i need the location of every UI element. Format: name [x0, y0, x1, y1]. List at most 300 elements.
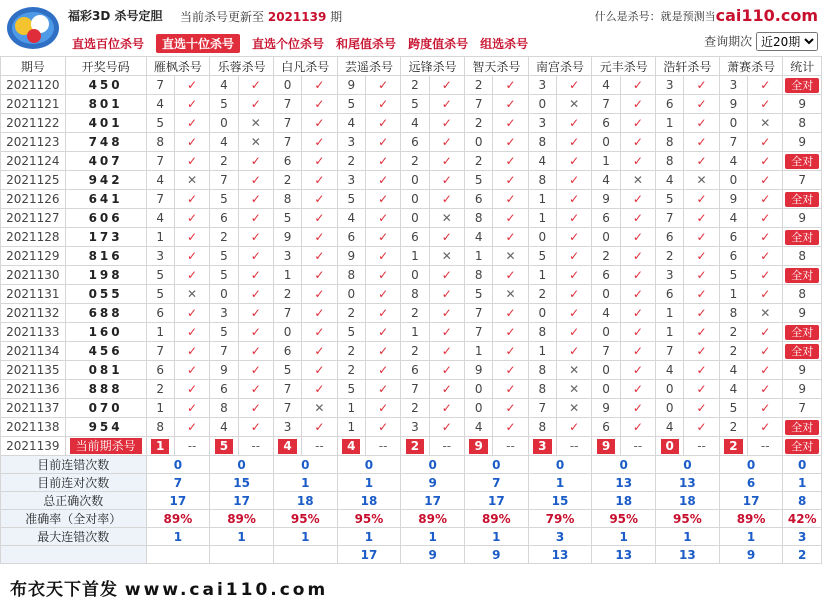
issue-info [180, 8, 342, 25]
current-kill-cell [273, 437, 301, 456]
check-icon: ✓ [365, 266, 400, 285]
table-row [1, 95, 822, 114]
kill-number: 9 [273, 228, 301, 247]
table-row [1, 228, 822, 247]
check-icon: ✓ [556, 323, 591, 342]
stat-value: 0 [592, 456, 656, 474]
check-icon: ✓ [620, 114, 655, 133]
check-icon: ✓ [556, 190, 591, 209]
kill-number: 8 [528, 171, 556, 190]
current-kill-number: 3 [533, 439, 551, 454]
table-row [1, 114, 822, 133]
check-icon: ✓ [493, 95, 528, 114]
check-icon: ✓ [365, 247, 400, 266]
check-icon: ✓ [620, 361, 655, 380]
draw-number: 888 [88, 382, 123, 396]
check-icon: ✓ [238, 361, 273, 380]
kill-number: 2 [464, 114, 492, 133]
kill-number: 8 [464, 209, 492, 228]
tab-5[interactable]: 跨度值杀号 [408, 37, 469, 51]
check-icon: ✓ [429, 323, 464, 342]
kill-number: 1 [528, 342, 556, 361]
kill-number: 2 [401, 304, 429, 323]
kill-number: 7 [528, 399, 556, 418]
kill-number: 8 [656, 133, 684, 152]
current-kill-cell [528, 437, 556, 456]
tab-2[interactable]: 直选十位杀号 [156, 34, 240, 53]
check-icon: ✓ [365, 342, 400, 361]
stat-value: 0 [464, 456, 528, 474]
kill-number: 0 [464, 399, 492, 418]
kill-number: 7 [273, 399, 301, 418]
kill-number: 0 [464, 380, 492, 399]
stat-value: 1 [210, 528, 274, 546]
check-icon: ✓ [365, 399, 400, 418]
draw-number-cell [65, 266, 146, 285]
check-icon: ✓ [493, 266, 528, 285]
kill-number: 7 [273, 304, 301, 323]
check-icon: ✓ [365, 304, 400, 323]
cross-icon: ✕ [429, 247, 464, 266]
check-icon: ✓ [748, 285, 783, 304]
kill-number: 2 [273, 285, 301, 304]
issue-cell: 2021122 [1, 114, 66, 133]
kill-number: 2 [464, 152, 492, 171]
kill-number: 8 [719, 304, 747, 323]
current-kill-number: 9 [469, 439, 487, 454]
stat-cell [783, 133, 822, 152]
current-kill-number: 4 [342, 439, 360, 454]
check-icon: ✓ [174, 361, 209, 380]
period-select[interactable] [756, 32, 818, 51]
kill-number: 6 [273, 152, 301, 171]
check-icon: ✓ [493, 304, 528, 323]
draw-number: 456 [88, 344, 123, 358]
draw-number: 173 [88, 230, 123, 244]
check-icon: ✓ [748, 361, 783, 380]
check-icon: ✓ [620, 266, 655, 285]
check-icon: ✓ [684, 209, 719, 228]
kill-number: 5 [401, 95, 429, 114]
kill-number: 6 [273, 342, 301, 361]
kill-number: 0 [719, 171, 747, 190]
kill-number: 4 [719, 209, 747, 228]
check-icon: ✓ [302, 323, 337, 342]
current-kill-button[interactable]: 当前期杀号 [70, 438, 142, 454]
check-icon: ✓ [238, 266, 273, 285]
stat-label: 最大连错次数 [1, 528, 147, 546]
issue-cell: 2021133 [1, 323, 66, 342]
kill-number: 8 [528, 418, 556, 437]
stat-value: 1 [337, 528, 401, 546]
check-icon: ✓ [302, 285, 337, 304]
stat-value: 15 [210, 474, 274, 492]
column-header: 远锋杀号 [401, 57, 465, 76]
check-icon: ✓ [556, 342, 591, 361]
check-icon: ✓ [302, 133, 337, 152]
stat-value [210, 546, 274, 564]
current-issue-cell: 2021139 [1, 437, 66, 456]
hit-count: 9 [798, 306, 807, 320]
check-icon: ✓ [238, 418, 273, 437]
stat-value: 17 [464, 492, 528, 510]
cross-icon: ✕ [238, 133, 273, 152]
pending-marker: -- [556, 437, 591, 456]
stat-value: 9 [401, 546, 465, 564]
kill-number: 2 [210, 228, 238, 247]
check-icon: ✓ [429, 361, 464, 380]
check-icon: ✓ [365, 171, 400, 190]
kill-number: 1 [464, 342, 492, 361]
kill-number: 0 [528, 228, 556, 247]
draw-number-cell [65, 323, 146, 342]
stat-row [1, 492, 822, 510]
issue-cell: 2021120 [1, 76, 66, 95]
kill-number: 6 [656, 95, 684, 114]
draw-number: 748 [88, 135, 123, 149]
table-row [1, 323, 822, 342]
kill-number: 4 [719, 380, 747, 399]
kill-number: 4 [210, 133, 238, 152]
table-row [1, 76, 822, 95]
check-icon: ✓ [174, 399, 209, 418]
check-icon: ✓ [429, 133, 464, 152]
kill-number: 7 [401, 380, 429, 399]
kill-number: 5 [337, 190, 365, 209]
kill-number: 1 [464, 247, 492, 266]
check-icon: ✓ [365, 209, 400, 228]
tab-3[interactable]: 直选个位杀号 [252, 37, 325, 51]
check-icon: ✓ [684, 323, 719, 342]
footer-url: www.cai110.com [124, 580, 329, 600]
check-icon: ✓ [302, 266, 337, 285]
pending-marker: -- [684, 437, 719, 456]
all-correct-badge: 全对 [785, 344, 819, 359]
kill-number: 8 [210, 399, 238, 418]
stat-value: 3 [528, 528, 592, 546]
check-icon: ✓ [174, 247, 209, 266]
table-header [1, 57, 822, 76]
stat-value: 15 [528, 492, 592, 510]
kill-number: 9 [719, 95, 747, 114]
stat-value: 1 [146, 528, 210, 546]
stat-value: 17 [719, 492, 783, 510]
kill-number: 0 [528, 95, 556, 114]
stat-cell [783, 418, 822, 437]
kill-number: 2 [656, 247, 684, 266]
table-row [1, 171, 822, 190]
kill-number: 9 [337, 76, 365, 95]
kill-number: 5 [719, 266, 747, 285]
stat-value: 1 [719, 528, 783, 546]
question-link[interactable] [595, 6, 818, 25]
all-correct-badge: 全对 [785, 78, 819, 93]
check-icon: ✓ [174, 323, 209, 342]
check-icon: ✓ [302, 304, 337, 323]
stat-row [1, 456, 822, 474]
current-kill-cell [146, 437, 174, 456]
stat-cell [783, 190, 822, 209]
current-kill-number: 0 [661, 439, 679, 454]
footer-watermark [6, 574, 332, 601]
kill-number: 3 [656, 76, 684, 95]
check-icon: ✓ [174, 76, 209, 95]
kill-number: 6 [592, 266, 620, 285]
stat-value: 13 [592, 474, 656, 492]
draw-number: 816 [88, 249, 123, 263]
cross-icon: ✕ [556, 361, 591, 380]
kill-number: 0 [401, 266, 429, 285]
stat-cell [783, 247, 822, 266]
kill-number: 4 [656, 171, 684, 190]
pending-marker: -- [429, 437, 464, 456]
kill-number: 6 [401, 228, 429, 247]
check-icon: ✓ [493, 209, 528, 228]
kill-number: 5 [210, 247, 238, 266]
kill-number: 3 [273, 247, 301, 266]
kill-number: 2 [719, 418, 747, 437]
check-icon: ✓ [365, 323, 400, 342]
kill-number: 6 [464, 190, 492, 209]
tab-6[interactable]: 组选杀号 [480, 37, 529, 51]
current-stat-cell [783, 437, 822, 456]
stat-label: 总正确次数 [1, 492, 147, 510]
current-kill-cell [401, 437, 429, 456]
kill-number: 2 [719, 323, 747, 342]
kill-number: 8 [528, 133, 556, 152]
check-icon: ✓ [620, 247, 655, 266]
stat-value: 1 [783, 474, 822, 492]
kill-number: 2 [210, 152, 238, 171]
check-icon: ✓ [302, 342, 337, 361]
kill-number: 4 [337, 114, 365, 133]
check-icon: ✓ [238, 171, 273, 190]
kill-number: 2 [401, 399, 429, 418]
draw-number-cell [65, 190, 146, 209]
kill-number: 6 [401, 361, 429, 380]
kill-number: 6 [337, 228, 365, 247]
check-icon: ✓ [748, 323, 783, 342]
check-icon: ✓ [302, 76, 337, 95]
current-row [1, 437, 822, 456]
kill-number: 7 [464, 304, 492, 323]
column-header: 萧赛杀号 [719, 57, 783, 76]
stat-value: 7 [464, 474, 528, 492]
kill-number: 7 [273, 380, 301, 399]
hit-count: 7 [798, 401, 807, 415]
draw-number-cell [65, 95, 146, 114]
check-icon: ✓ [302, 418, 337, 437]
check-icon: ✓ [174, 95, 209, 114]
stat-value: 0 [719, 456, 783, 474]
kill-number: 9 [210, 361, 238, 380]
draw-number: 954 [88, 420, 123, 434]
kill-number: 8 [656, 152, 684, 171]
kill-number: 2 [337, 342, 365, 361]
stat-value: 1 [401, 528, 465, 546]
kill-number: 4 [592, 304, 620, 323]
kill-number: 8 [528, 323, 556, 342]
kill-number: 4 [401, 114, 429, 133]
pending-marker: -- [748, 437, 783, 456]
draw-number: 160 [88, 325, 123, 339]
hit-count: 9 [798, 135, 807, 149]
stat-value: 95% [592, 510, 656, 528]
stat-cell [783, 95, 822, 114]
check-icon: ✓ [365, 228, 400, 247]
question-text: 什么是杀号：就是预测当 [594, 10, 716, 23]
issue-cell: 2021129 [1, 247, 66, 266]
table-row [1, 285, 822, 304]
stat-value: 3 [783, 528, 822, 546]
stat-value: 89% [210, 510, 274, 528]
draw-number-cell [65, 152, 146, 171]
draw-number-cell [65, 209, 146, 228]
kill-number: 0 [656, 380, 684, 399]
kill-number: 7 [656, 342, 684, 361]
current-kill-cell [656, 437, 684, 456]
stat-value: 0 [146, 456, 210, 474]
stat-cell [783, 399, 822, 418]
draw-number-cell [65, 418, 146, 437]
kill-number: 0 [719, 114, 747, 133]
check-icon: ✓ [493, 76, 528, 95]
check-icon: ✓ [365, 95, 400, 114]
check-icon: ✓ [429, 418, 464, 437]
check-icon: ✓ [429, 114, 464, 133]
kill-number: 2 [337, 304, 365, 323]
check-icon: ✓ [748, 247, 783, 266]
draw-number-cell [65, 76, 146, 95]
all-correct-badge: 全对 [785, 154, 819, 169]
stat-cell [783, 228, 822, 247]
kill-number: 5 [273, 209, 301, 228]
kill-number: 1 [656, 114, 684, 133]
all-correct-badge: 全对 [785, 268, 819, 283]
current-kill-cell [337, 437, 365, 456]
stat-value: 18 [656, 492, 720, 510]
check-icon: ✓ [238, 342, 273, 361]
kill-number: 5 [656, 190, 684, 209]
table-row [1, 399, 822, 418]
issue-suffix: 期 [330, 10, 343, 24]
kill-number: 5 [528, 247, 556, 266]
pending-marker: -- [302, 437, 337, 456]
check-icon: ✓ [238, 304, 273, 323]
check-icon: ✓ [684, 95, 719, 114]
kill-number: 9 [592, 399, 620, 418]
check-icon: ✓ [684, 361, 719, 380]
table-row [1, 247, 822, 266]
kill-number: 1 [592, 152, 620, 171]
check-icon: ✓ [620, 304, 655, 323]
check-icon: ✓ [238, 190, 273, 209]
kill-number: 6 [210, 209, 238, 228]
check-icon: ✓ [302, 247, 337, 266]
check-icon: ✓ [429, 285, 464, 304]
check-icon: ✓ [302, 114, 337, 133]
kill-number: 4 [719, 361, 747, 380]
check-icon: ✓ [748, 152, 783, 171]
check-icon: ✓ [620, 418, 655, 437]
kill-number: 4 [210, 76, 238, 95]
issue-prefix: 当前杀号更新至 [180, 10, 265, 24]
kill-number: 1 [719, 285, 747, 304]
draw-number-cell [65, 228, 146, 247]
check-icon: ✓ [684, 152, 719, 171]
kill-number: 5 [146, 285, 174, 304]
check-icon: ✓ [620, 323, 655, 342]
check-icon: ✓ [684, 228, 719, 247]
check-icon: ✓ [493, 361, 528, 380]
kill-number: 5 [337, 380, 365, 399]
issue-cell: 2021138 [1, 418, 66, 437]
draw-number-cell [65, 114, 146, 133]
check-icon: ✓ [556, 152, 591, 171]
cross-icon: ✕ [174, 171, 209, 190]
issue-cell: 2021126 [1, 190, 66, 209]
stat-value: 1 [273, 474, 337, 492]
kill-number: 5 [464, 171, 492, 190]
check-icon: ✓ [302, 380, 337, 399]
all-correct-badge: 全对 [785, 325, 819, 340]
check-icon: ✓ [556, 76, 591, 95]
table-row [1, 418, 822, 437]
tab-1[interactable]: 直选百位杀号 [72, 37, 145, 51]
kill-number: 0 [592, 285, 620, 304]
cross-icon: ✕ [620, 171, 655, 190]
stat-value: 42% [783, 510, 822, 528]
stat-cell [783, 171, 822, 190]
cross-icon: ✕ [302, 399, 337, 418]
kill-number: 0 [401, 190, 429, 209]
issue-cell: 2021134 [1, 342, 66, 361]
kill-number: 8 [273, 190, 301, 209]
check-icon: ✓ [493, 114, 528, 133]
kill-number: 7 [592, 95, 620, 114]
kill-number: 6 [210, 380, 238, 399]
pending-marker: -- [620, 437, 655, 456]
stat-value [146, 546, 210, 564]
stat-cell [783, 361, 822, 380]
kill-number: 7 [656, 209, 684, 228]
stat-value: 0 [401, 456, 465, 474]
kill-number: 8 [337, 266, 365, 285]
kill-number: 1 [656, 323, 684, 342]
check-icon: ✓ [493, 133, 528, 152]
check-icon: ✓ [684, 114, 719, 133]
check-icon: ✓ [493, 399, 528, 418]
kill-number: 1 [401, 323, 429, 342]
stat-value: 1 [656, 528, 720, 546]
kill-number: 2 [401, 342, 429, 361]
hit-count: 9 [798, 211, 807, 225]
stat-value: 17 [401, 492, 465, 510]
kill-number: 6 [719, 247, 747, 266]
current-kill-cell [210, 437, 238, 456]
check-icon: ✓ [684, 266, 719, 285]
stat-cell [783, 304, 822, 323]
brand-link[interactable]: cai110.com [715, 6, 818, 25]
kill-number: 6 [401, 133, 429, 152]
kill-number: 6 [592, 418, 620, 437]
column-header: 芸遥杀号 [337, 57, 401, 76]
kill-number: 0 [210, 114, 238, 133]
check-icon: ✓ [365, 418, 400, 437]
draw-number-cell [65, 399, 146, 418]
tab-4[interactable]: 和尾值杀号 [336, 37, 397, 51]
stat-label: 目前连错次数 [1, 456, 147, 474]
